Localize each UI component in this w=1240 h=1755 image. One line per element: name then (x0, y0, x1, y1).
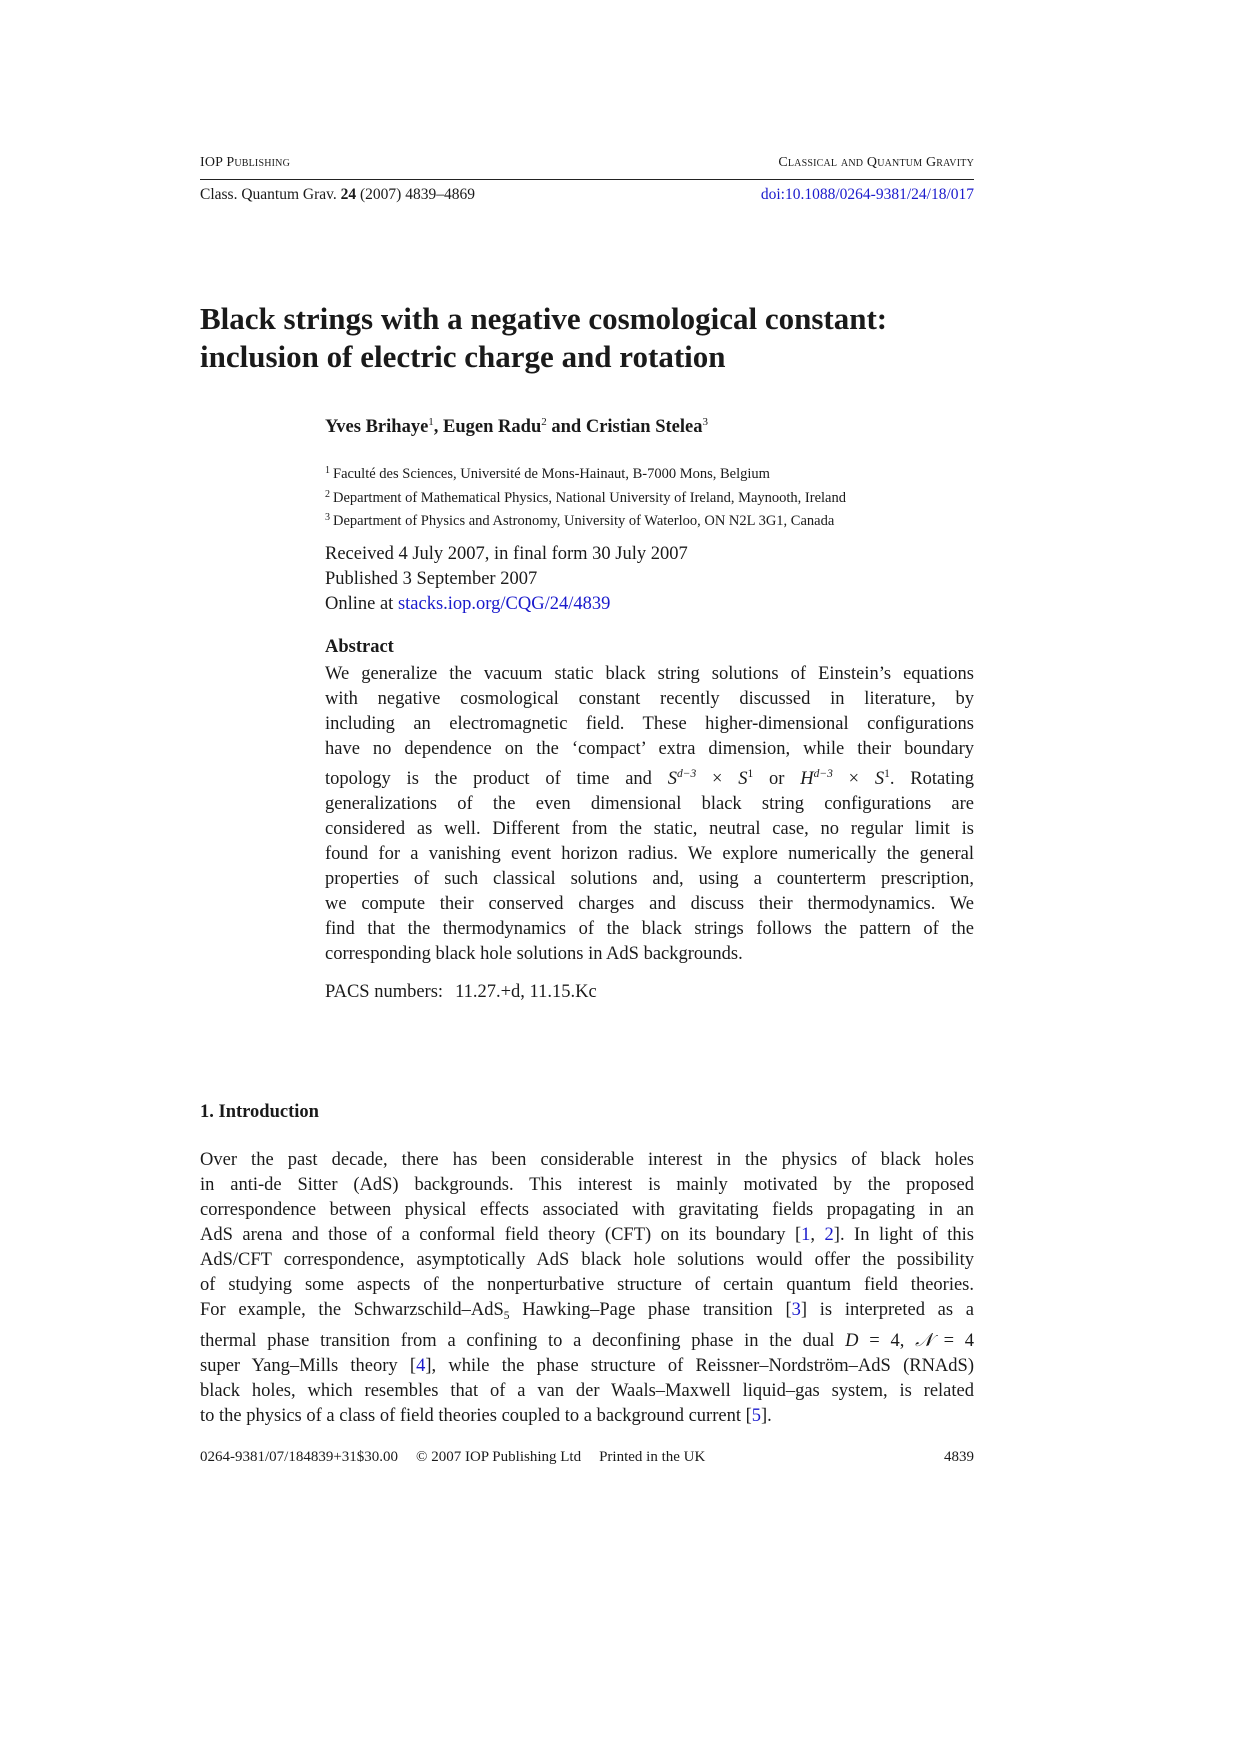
affiliation-item (325, 461, 974, 485)
published-date: Published 3 September 2007 (325, 569, 538, 589)
title-line-1: Black strings with a negative cosmological constant: (200, 301, 888, 336)
pacs-values: 11.27.+d, 11.15.Kc (455, 982, 597, 1002)
abstract-line: including an electromagnetic field. These higher-dimensional configurations (325, 714, 974, 734)
reference-link-3[interactable]: 3 (791, 1300, 801, 1320)
pacs-label: PACS numbers: (325, 982, 444, 1002)
math-exponent: 1 (884, 768, 890, 780)
abstract-line: properties of such classical solutions and, using a counterterm prescription, (325, 869, 974, 889)
affiliation-mark: 3 (702, 416, 708, 428)
math-operator: × (832, 769, 875, 789)
running-head (200, 153, 974, 180)
body-line (200, 1298, 974, 1329)
affiliation-number: 3 (325, 512, 330, 523)
printed-notice: Printed in the UK (599, 1449, 706, 1465)
abstract-text (325, 662, 974, 967)
abstract-line: with negative cosmological constant recently discussed in literature, by (325, 689, 974, 709)
abstract-heading: Abstract (325, 637, 394, 657)
citation-volume: 24 (340, 186, 357, 203)
affiliation-number: 2 (325, 488, 330, 500)
abstract-line: we compute their conserved charges and discuss their thermodynamics. We (325, 894, 974, 914)
affiliation-text: Department of Mathematical Physics, National University of Ireland, Maynooth, Ireland (333, 489, 846, 506)
body-text-segment: ]. In light of this (833, 1225, 974, 1245)
math-symbol: 𝒩 (915, 1331, 933, 1351)
body-text-segment: Hawking–Page phase transition [ (509, 1300, 792, 1320)
reference-link-5[interactable]: 5 (751, 1406, 761, 1426)
paper-page (200, 0, 974, 1755)
doi-link[interactable]: doi:10.1088/0264-9381/24/18/017 (760, 186, 974, 203)
math-symbol: S (874, 769, 885, 789)
affiliation-item (325, 485, 974, 509)
reference-link-2[interactable]: 2 (824, 1225, 834, 1245)
math-exponent: d−3 (676, 768, 697, 780)
journal-name: Classical and Quantum Gravity (778, 155, 974, 170)
abstract-text-segment: topology is the product of time and (325, 769, 668, 789)
journal-citation (200, 186, 475, 204)
math-exponent: 1 (747, 768, 754, 780)
body-line: in anti-de Sitter (AdS) backgrounds. This interest is mainly motivated by the proposed (200, 1175, 974, 1195)
body-line: black holes, which resembles that of a van der Waals–Maxwell liquid–gas system, is related (200, 1381, 974, 1401)
math-expression: = 4 (932, 1331, 974, 1351)
math-symbol: D (845, 1331, 859, 1351)
body-text-segment: ], while the phase structure of Reissner–Nordström–AdS (RNAdS) (425, 1356, 974, 1376)
reference-link-1[interactable]: 1 (801, 1225, 811, 1245)
math-symbol: H (800, 769, 814, 789)
abstract-text-segment: . Rotating (889, 769, 974, 789)
abstract-line (325, 762, 974, 792)
math-expression: = 4, (858, 1331, 916, 1351)
abstract-line: corresponding black hole solutions in AdS backgrounds. (325, 944, 743, 964)
math-symbol: S (738, 769, 748, 789)
author-name: Yves Brihaye (325, 417, 429, 437)
affiliation-mark: 2 (541, 416, 547, 428)
body-text-segment: ] is interpreted as a (800, 1300, 975, 1320)
page-number: 4839 (944, 1449, 974, 1465)
affiliation-item (325, 508, 974, 532)
title-line-2: inclusion of electric charge and rotation (200, 339, 726, 374)
pacs-numbers (325, 982, 974, 1003)
math-exponent: d−3 (813, 768, 833, 780)
body-line: Over the past decade, there has been considerable interest in the physics of black holes (200, 1150, 974, 1170)
publisher-name: IOP Publishing (200, 155, 291, 170)
abstract-text-segment: or (753, 769, 801, 789)
affiliation-mark: 1 (428, 416, 434, 428)
affiliation-number: 1 (325, 465, 330, 476)
body-line: correspondence between physical effects associated with gravitating fields propagating in an (200, 1200, 974, 1220)
article-code: 0264-9381/07/184839+31$30.00 (200, 1449, 399, 1465)
author-separator: and (546, 417, 586, 437)
abstract-line: find that the thermodynamics of the black strings follows the pattern of the (325, 919, 974, 939)
citation-journal: Class. Quantum Grav. (200, 186, 337, 203)
body-text-segment: super Yang–Mills theory [ (200, 1356, 417, 1376)
citation-pages: (2007) 4839–4869 (360, 186, 475, 203)
math-subscript: 5 (503, 1310, 510, 1322)
body-line (200, 1223, 974, 1248)
body-line (200, 1404, 974, 1429)
body-text-segment: ]. (761, 1406, 772, 1426)
affiliation-list (325, 461, 974, 532)
abstract-line: We generalize the vacuum static black string solutions of Einstein’s equations (325, 664, 974, 684)
body-text-segment: AdS arena and those of a conformal field theory (CFT) on its boundary [ (200, 1225, 802, 1245)
author-list (325, 416, 974, 438)
abstract-line: generalizations of the even dimensional black string configurations are (325, 794, 974, 814)
affiliation-text: Faculté des Sciences, Université de Mons-Hainaut, B-7000 Mons, Belgium (333, 466, 770, 482)
received-date: Received 4 July 2007, in final form 30 July 2007 (325, 544, 688, 564)
reference-link-4[interactable]: 4 (416, 1356, 426, 1376)
online-line (325, 592, 974, 617)
online-prefix: Online at (325, 594, 398, 614)
copyright-notice: © 2007 IOP Publishing Ltd (416, 1449, 582, 1465)
math-operator: × (696, 769, 739, 789)
math-symbol: S (667, 769, 677, 789)
body-text-segment: , (810, 1225, 825, 1245)
online-link[interactable]: stacks.iop.org/CQG/24/4839 (397, 594, 611, 614)
affiliation-text: Department of Physics and Astronomy, University of Waterloo, ON N2L 3G1, Canada (333, 513, 835, 529)
body-text-segment: to the physics of a class of field theories coupled to a background current [ (200, 1406, 752, 1426)
body-line (200, 1354, 974, 1379)
body-line: AdS/CFT correspondence, asymptotically AdS black hole solutions would offer the possibility (200, 1250, 974, 1270)
footer-info (200, 1449, 723, 1466)
author-separator: , (433, 417, 444, 437)
publication-dates (325, 542, 974, 617)
introduction-paragraph (200, 1148, 974, 1429)
body-line: of studying some aspects of the nonperturbative structure of certain quantum field theories. (200, 1275, 974, 1295)
section-heading: 1. Introduction (200, 1102, 319, 1122)
abstract-line: considered as well. Different from the static, neutral case, no regular limit is (325, 819, 974, 839)
abstract-line: have no dependence on the ‘compact’ extra dimension, while their boundary (325, 739, 974, 759)
paper-title (200, 300, 974, 376)
body-text-segment: thermal phase transition from a confining to a deconfining phase in the dual (200, 1331, 846, 1351)
author-name: Cristian Stelea (585, 417, 703, 437)
abstract-line: found for a vanishing event horizon radius. We explore numerically the general (325, 844, 974, 864)
body-line (200, 1329, 974, 1354)
body-text-segment: For example, the Schwarzschild–AdS (200, 1300, 504, 1320)
author-name: Eugen Radu (443, 417, 542, 437)
